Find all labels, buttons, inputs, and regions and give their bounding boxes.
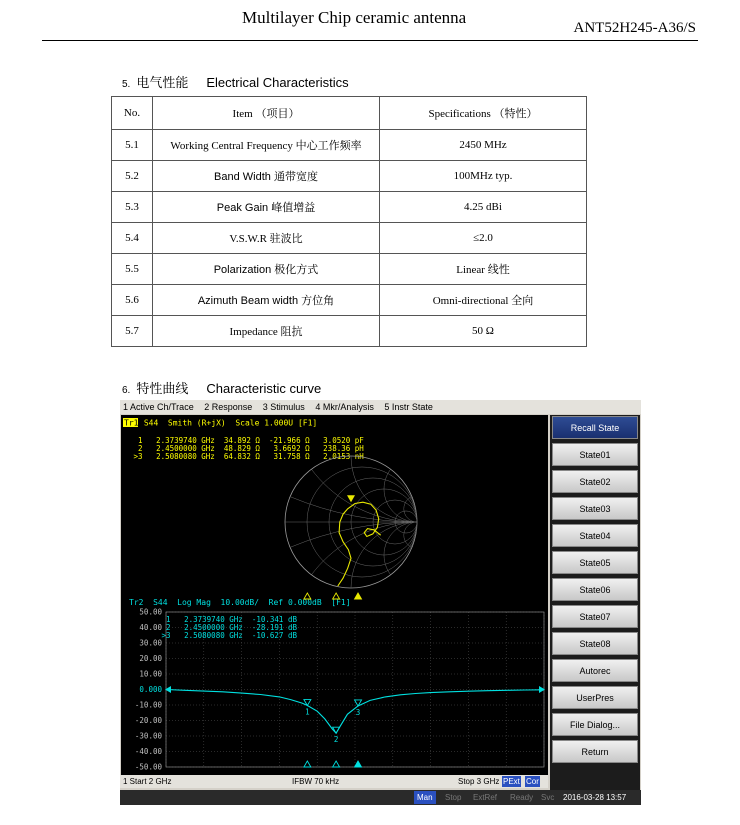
marker-2-bottom-indicator — [333, 761, 340, 767]
trace1-header: S44 Smith (R+jX) Scale 1.000U [F1] — [139, 418, 318, 428]
trace1-marker-2: 2 2.4500000 GHz 48.829 Ω 3.6692 Ω 238.36 pH — [129, 444, 364, 453]
softkey-state08[interactable]: State08 — [552, 632, 638, 655]
section-6-heading — [122, 378, 321, 397]
softkey-recall-state[interactable]: Recall State — [552, 416, 638, 439]
part-number: ANT52H245-A36/S — [573, 20, 696, 36]
table-header-row — [112, 97, 587, 130]
row-spec: ≤2.0 — [380, 223, 587, 254]
softkey-state06[interactable]: State06 — [552, 578, 638, 601]
trace2-marker-2: 2 2.4500000 GHz -28.191 dB — [157, 623, 297, 632]
marker-3-smith-indicator — [355, 593, 362, 599]
row-item: Polarization 极化方式 — [153, 254, 380, 285]
table-row — [112, 130, 587, 161]
softkey-state05[interactable]: State05 — [552, 551, 638, 574]
row-no: 5.1 — [112, 130, 153, 161]
row-item: V.S.W.R 驻波比 — [153, 223, 380, 254]
bottom-svc: Svc — [541, 793, 555, 802]
table-row — [112, 192, 587, 223]
row-no: 5.5 — [112, 254, 153, 285]
status-cor: Cor — [526, 777, 539, 786]
softkey-userpres[interactable]: UserPres — [552, 686, 638, 709]
vna-status-bar — [120, 775, 548, 788]
table-row — [112, 254, 587, 285]
row-no: 5.4 — [112, 223, 153, 254]
smith-reactance-arc — [384, 456, 450, 522]
section-6-number: 6. — [122, 385, 131, 396]
trace2-marker-1: 1 2.3739740 GHz -10.341 dB — [157, 615, 297, 624]
document-title: Multilayer Chip ceramic antenna — [242, 8, 467, 27]
softkey-state04[interactable]: State04 — [552, 524, 638, 547]
vna-bottom-bar — [120, 790, 641, 805]
menu-mkr-analysis[interactable]: 4 Mkr/Analysis — [315, 402, 374, 412]
row-item: Impedance 阻抗 — [153, 316, 380, 347]
table-row — [112, 223, 587, 254]
electrical-characteristics-table — [111, 96, 587, 347]
smith-reactance-arc — [384, 522, 450, 588]
bottom-stop: Stop — [445, 793, 462, 802]
marker-1-bottom-indicator — [304, 761, 311, 767]
menu-stimulus[interactable]: 3 Stimulus — [262, 402, 305, 412]
softkey-autorec[interactable]: Autorec — [552, 659, 638, 682]
smith-reactance-arc — [351, 522, 483, 654]
smith-reactance-arc — [285, 522, 548, 775]
softkey-file-dialog[interactable]: File Dialog... — [552, 713, 638, 736]
row-no: 5.2 — [112, 161, 153, 192]
trace2-marker-3: >3 2.5080080 GHz -10.627 dB — [157, 631, 297, 640]
y-tick-label: 10.00 — [139, 669, 162, 679]
vna-screenshot — [120, 400, 641, 805]
status-pext: PExt — [503, 777, 520, 786]
section-5-title-en: Electrical Characteristics — [206, 75, 349, 90]
row-no: 5.6 — [112, 285, 153, 316]
softkey-state03[interactable]: State03 — [552, 497, 638, 520]
softkey-state01[interactable]: State01 — [552, 443, 638, 466]
marker-2-label: 2 — [333, 735, 339, 745]
table-row — [112, 161, 587, 192]
smith-reactance-arc — [121, 415, 548, 522]
trace1-marker-1: 1 2.3739740 GHz 34.892 Ω -21.966 Ω 3.0520 pF — [129, 436, 364, 445]
row-item: Band Width 通带宽度 — [153, 161, 380, 192]
row-spec: 100MHz typ. — [380, 161, 587, 192]
menu-response[interactable]: 2 Response — [204, 402, 253, 412]
section-5-title-cn: 电气性能 — [136, 76, 189, 91]
header-item: Item （项目） — [153, 97, 380, 130]
section-5-number: 5. — [122, 79, 131, 90]
softkey-state02[interactable]: State02 — [552, 470, 638, 493]
row-spec: Omni-directional 全向 — [380, 285, 587, 316]
y-tick-label: 40.00 — [139, 623, 162, 632]
header-spec: Specifications （特性） — [380, 97, 587, 130]
marker-3-label: 3 — [355, 707, 361, 717]
menu-active-ch-trace[interactable]: 1 Active Ch/Trace — [123, 402, 194, 412]
row-spec: 50 Ω — [380, 316, 587, 347]
y-tick-label: -10.00 — [134, 700, 162, 710]
trace1-marker-3: >3 2.5080080 GHz 64.832 Ω 31.758 Ω 2.0153 nH — [129, 452, 364, 461]
bottom-man: Man — [414, 791, 436, 804]
section-6-title-en: Characteristic curve — [206, 381, 322, 396]
softkey-return[interactable]: Return — [552, 740, 638, 763]
vna-display-svg — [121, 415, 548, 775]
bottom-extref: ExtRef — [473, 793, 498, 802]
marker-1-label: 1 — [305, 707, 310, 717]
y-tick-label: 20.00 — [139, 654, 162, 663]
trace2-header: Tr2 S44 Log Mag 10.00dB/ Ref 0.000dB [F1] — [129, 598, 351, 607]
y-tick-label: -50.00 — [134, 762, 162, 772]
marker-3-bottom-indicator — [355, 761, 362, 767]
y-tick-label: 50.00 — [139, 607, 162, 617]
y-tick-label: 30.00 — [139, 638, 162, 648]
status-start: 1 Start 2 GHz — [123, 777, 172, 786]
bottom-datetime: 2016-03-28 13:57 — [563, 793, 627, 802]
row-spec: 2450 MHz — [380, 130, 587, 161]
y-tick-label: 0.000 — [139, 685, 162, 694]
y-tick-label: -30.00 — [134, 731, 162, 741]
row-no: 5.7 — [112, 316, 153, 347]
smith-reactance-arc — [285, 415, 548, 522]
row-item: Azimuth Beam width 方位角 — [153, 285, 380, 316]
header-no: No. — [112, 97, 153, 130]
smith-reactance-arc — [351, 415, 483, 522]
table-row — [112, 285, 587, 316]
row-item: Peak Gain 峰值增益 — [153, 192, 380, 223]
softkey-state07[interactable]: State07 — [552, 605, 638, 628]
trace1-label: Tr1 — [124, 418, 139, 428]
section-5-heading — [122, 72, 349, 91]
y-tick-label: -20.00 — [134, 716, 162, 725]
row-spec: Linear 线性 — [380, 254, 587, 285]
vna-display — [121, 415, 548, 775]
row-item: Working Central Frequency 中心工作频率 — [153, 130, 380, 161]
status-ifbw: IFBW 70 kHz — [292, 777, 340, 786]
y-tick-label: -40.00 — [134, 747, 162, 756]
smith-marker-3 — [347, 495, 355, 502]
header-rule — [42, 40, 698, 41]
table-row — [112, 316, 587, 347]
vna-menu-bar — [120, 400, 641, 414]
status-stop: Stop 3 GHz — [458, 777, 500, 786]
softkey-panel — [550, 415, 640, 790]
bottom-ready: Ready — [510, 793, 534, 802]
row-spec: 4.25 dBi — [380, 192, 587, 223]
row-no: 5.3 — [112, 192, 153, 223]
menu-instr-state[interactable]: 5 Instr State — [384, 402, 433, 412]
section-6-title-cn: 特性曲线 — [136, 382, 189, 397]
